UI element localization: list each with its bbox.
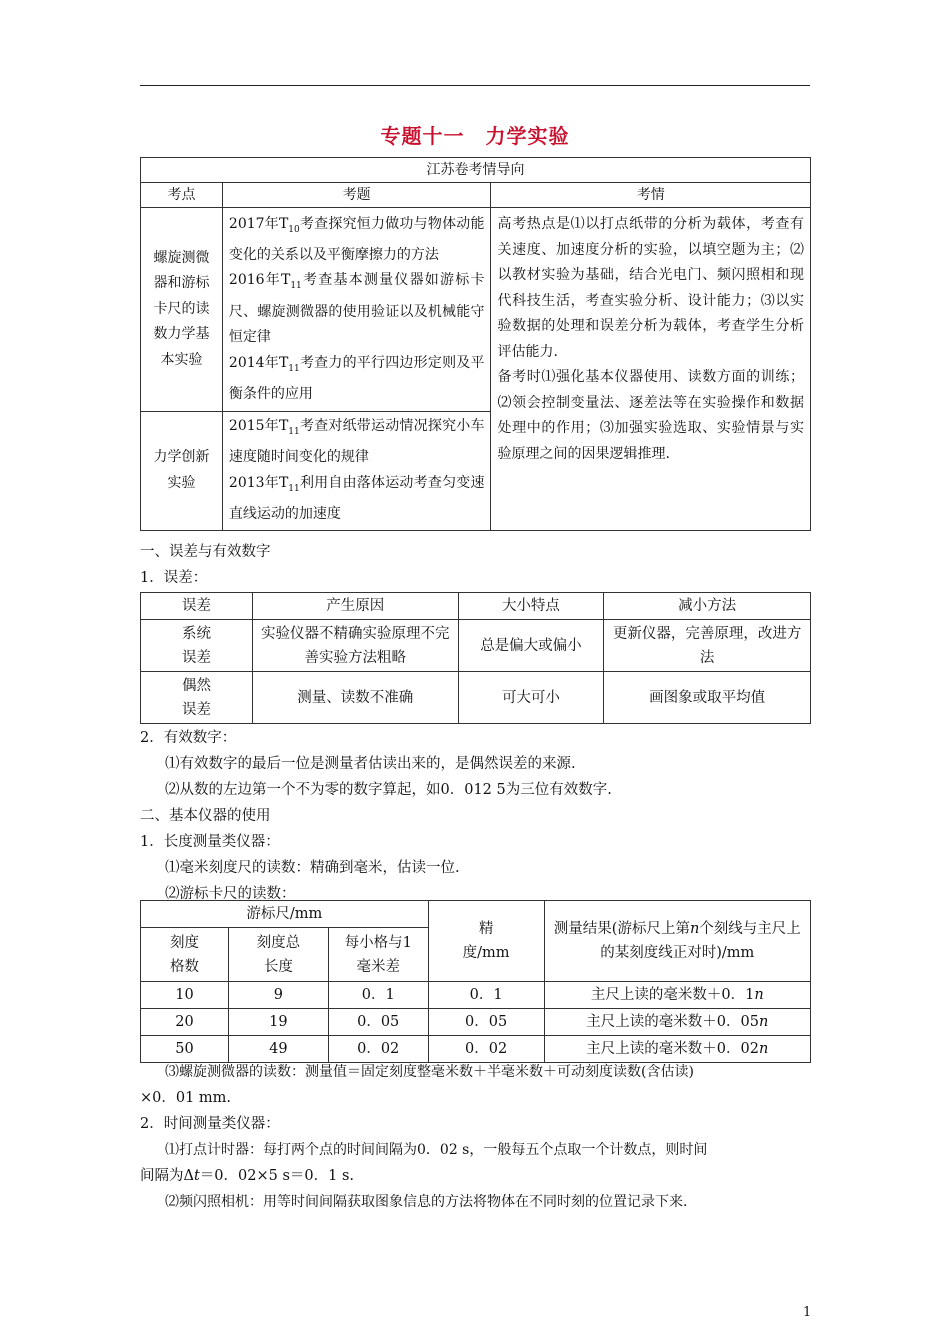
col-header: 减小方法 (604, 593, 811, 620)
micrometer-reading-cont: ×0．01 mm. (140, 1090, 232, 1106)
error-feature: 总是偏大或偏小 (458, 620, 604, 672)
cell-length: 9 (228, 982, 328, 1009)
cell-precision: 0．1 (428, 982, 544, 1009)
cell-length: 19 (228, 1009, 328, 1036)
topic-innovative: 力学创新实验 (141, 412, 223, 531)
sig-fig-rule-1: ⑴有效数字的最后一位是测量者估读出来的，是偶然误差的来源. (165, 756, 576, 772)
table-row (141, 1009, 811, 1036)
table-row (141, 620, 811, 672)
vernier-table (140, 900, 811, 1063)
item-significant-figures: 2．有效数字： (140, 730, 237, 746)
item-error: 1．误差： (140, 570, 208, 586)
topic-basic: 螺旋测微器和游标卡尺的读数力学基本实验 (141, 208, 223, 412)
cell-result: 主尺上读的毫米数＋0．05n (544, 1009, 810, 1036)
col-header: 大小特点 (458, 593, 604, 620)
item-time: 2．时间测量类仪器： (140, 1116, 280, 1132)
item-length: 1．长度测量类仪器： (140, 834, 280, 850)
section-heading-errors: 一、误差与有效数字 (140, 544, 271, 560)
col-header-analysis: 考情 (491, 183, 811, 208)
cell-precision: 0．02 (428, 1036, 544, 1063)
caliper-reading: ⑵游标卡尺的读数： (165, 886, 296, 902)
cell-diff: 0．1 (328, 982, 428, 1009)
question-item: 2014年$T_{11}$考查力的平行四边形定则及平衡条件的应用 (228, 354, 485, 402)
cell-precision: 0．05 (428, 1009, 544, 1036)
col-header-diff: 每小格与1毫米差 (328, 928, 428, 982)
table-row (141, 1036, 811, 1063)
micrometer-reading: ⑶螺旋测微器的读数：测量值＝固定刻度整毫米数＋半毫米数＋可动刻度读数(含估读) (165, 1064, 694, 1080)
questions-innovative (222, 412, 491, 531)
cell-result: 主尺上读的毫米数＋0．1n (544, 982, 810, 1009)
table-caption: 江苏卷考情导向 (141, 158, 811, 183)
question-item: 2015年$T_{11}$考查对纸带运动情况探究小车速度随时间变化的规律 (228, 418, 485, 466)
page-number: 1 (803, 1305, 812, 1320)
header-rule (140, 85, 810, 86)
cell-length: 49 (228, 1036, 328, 1063)
ruler-reading: ⑴毫米刻度尺的读数：精确到毫米，估读一位. (165, 860, 460, 876)
cell-diff: 0．02 (328, 1036, 428, 1063)
cell-diff: 0．05 (328, 1009, 428, 1036)
col-header-grids: 刻度格数 (141, 928, 229, 982)
strobe-description: ⑵频闪照相机：用等时间间隔获取图象信息的方法将物体在不同时刻的位置记录下来. (165, 1194, 688, 1210)
col-header-topic: 考点 (141, 183, 223, 208)
error-method: 画图象或取平均值 (604, 672, 811, 724)
sig-fig-rule-2: ⑵从数的左边第一个不为零的数字算起，如0．012 5为三位有效数字. (165, 782, 612, 798)
group-header: 游标尺/mm (141, 901, 429, 928)
error-type: 偶然误差 (141, 672, 253, 724)
table-row (141, 982, 811, 1009)
cell-grids: 50 (141, 1036, 229, 1063)
timer-description: ⑴打点计时器：每打两个点的时间间隔为0．02 s，一般每五个点取一个计数点，则时间 (165, 1142, 708, 1158)
analysis-hotspots: 高考热点是⑴以打点纸带的分析为载体，考查有关速度、加速度分析的实验，以填空题为主；⑵以教材实验为基础，结合光电门、频闪照相和现代科技生活，考查实验分析、设计能力；⑶以实验数据的处理和误差分析为载体，考查学生分析评估能力. (497, 216, 804, 360)
analysis-cell (491, 208, 811, 531)
question-item: 2016年$T_{11}$考查基本测量仪器如游标卡尺、螺旋测微器的使用验证以及机械能守恒定律 (228, 272, 485, 346)
section-heading-instruments: 二、基本仪器的使用 (140, 808, 271, 824)
error-cause: 实验仪器不精确实验原理不完善实验方法粗略 (252, 620, 458, 672)
col-header-length: 刻度总长度 (228, 928, 328, 982)
col-header-precision: 精度/mm (428, 901, 544, 982)
question-item: 2017年$T_{10}$考查探究恒力做功与物体动能变化的关系以及平衡摩擦力的方法 (228, 215, 485, 263)
col-header-result: 测量结果(游标尺上第n个刻线与主尺上的某刻度线正对时)/mm (544, 901, 810, 982)
page-title: 专题十一 力学实验 (380, 124, 570, 148)
error-method: 更新仪器，完善原理，改进方法 (604, 620, 811, 672)
exam-analysis-table (140, 157, 811, 531)
col-header-question: 考题 (222, 183, 491, 208)
col-header: 产生原因 (252, 593, 458, 620)
error-table (140, 592, 811, 724)
analysis-preparation: 备考时⑴强化基本仪器使用、读数方面的训练；⑵领会控制变量法、逐差法等在实验操作和数据处理中的作用；⑶加强实验选取、实验情景与实验原理之间的因果逻辑推理. (497, 369, 804, 462)
cell-grids: 20 (141, 1009, 229, 1036)
questions-basic (222, 208, 491, 412)
table-row (141, 672, 811, 724)
cell-result: 主尺上读的毫米数＋0．02n (544, 1036, 810, 1063)
error-feature: 可大可小 (458, 672, 604, 724)
col-header: 误差 (141, 593, 253, 620)
error-type: 系统误差 (141, 620, 253, 672)
cell-grids: 10 (141, 982, 229, 1009)
error-cause: 测量、读数不准确 (252, 672, 458, 724)
timer-description-cont: 间隔为Δt＝0．02×5 s＝0．1 s. (140, 1168, 355, 1184)
question-item: 2013年$T_{11}$利用自由落体运动考查匀变速直线运动的加速度 (228, 474, 485, 523)
